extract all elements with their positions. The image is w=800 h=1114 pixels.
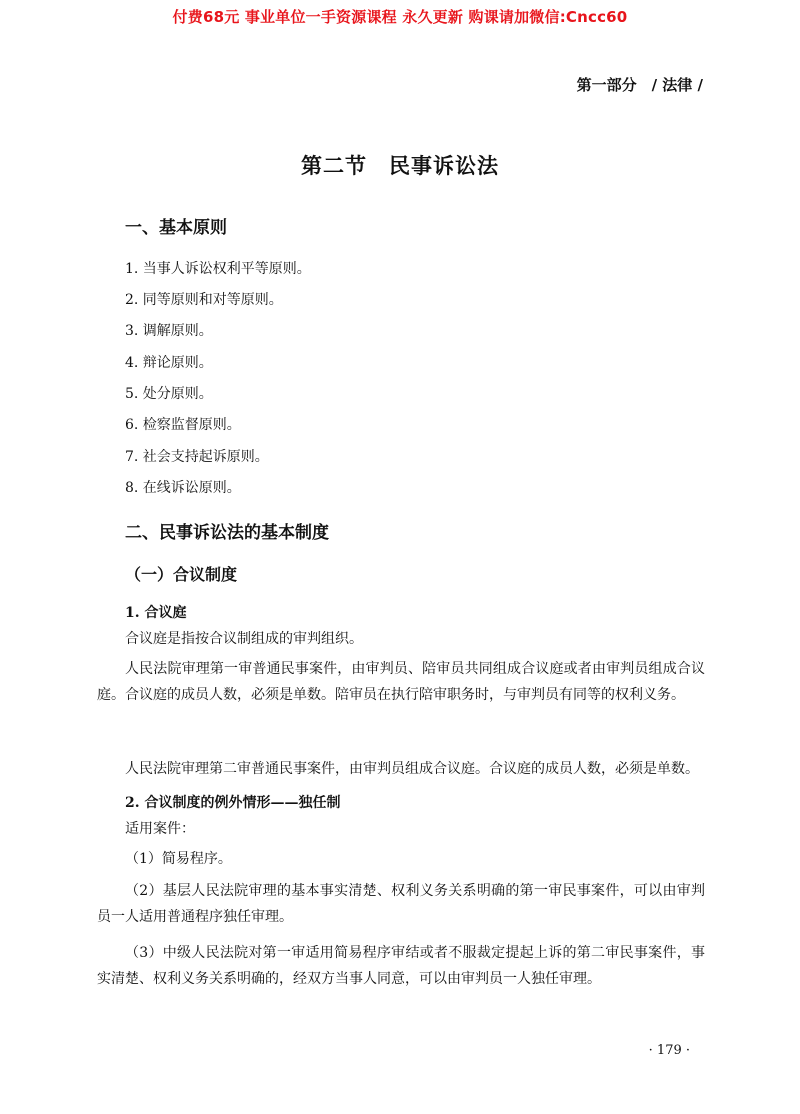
list-item: 8. 在线诉讼原则。: [125, 480, 241, 496]
list-item: 7. 社会支持起诉原则。: [125, 449, 269, 465]
paragraph: 人民法院审理第二审普通民事案件，由审判员组成合议庭。合议庭的成员人数，必须是单数。: [125, 761, 699, 777]
list-item: 4. 辩论原则。: [125, 355, 213, 371]
running-header: 第一部分 / 法律 /: [576, 76, 703, 94]
paragraph: 人民法院审理第一审普通民事案件，由审判员、陪审员共同组成合议庭或者由审判员组成合议庭。合议庭的成员人数，必须是单数。陪审员在执行陪审职务时，与审判员有同等的权利义务。: [97, 661, 705, 703]
heading-basic-systems: 二、民事诉讼法的基本制度: [125, 523, 329, 543]
section-title: 第二节 民事诉讼法: [301, 153, 499, 178]
heading-basic-principles: 一、基本原则: [125, 218, 227, 238]
list-item: 3. 调解原则。: [125, 323, 213, 339]
watermark-banner: 付费68元 事业单位一手资源课程 永久更新 购课请加微信:Cncc60: [172, 8, 628, 26]
heading-collegiate-system: （一）合议制度: [125, 565, 238, 584]
paragraph: 合议庭是指按合议制组成的审判组织。: [125, 631, 363, 647]
paragraph: （1）简易程序。: [125, 851, 232, 867]
paragraph: （3）中级人民法院对第一审适用简易程序审结或者不服裁定提起上诉的第二审民事案件，事实清楚、权利义务关系明确的，经双方当事人同意，可以由审判员一人独任审理。: [97, 945, 705, 987]
paragraph: （2）基层人民法院审理的基本事实清楚、权利义务关系明确的第一审民事案件，可以由审判员一人适用普通程序独任审理。: [97, 883, 705, 925]
heading-sole-judge: 2. 合议制度的例外情形——独任制: [125, 795, 341, 811]
paragraph: 适用案件：: [125, 821, 195, 837]
page-number: · 179 ·: [648, 1043, 690, 1058]
heading-collegiate-panel: 1. 合议庭: [125, 605, 187, 621]
list-item: 6. 检察监督原则。: [125, 417, 241, 433]
list-item: 5. 处分原则。: [125, 386, 213, 402]
list-item: 2. 同等原则和对等原则。: [125, 292, 283, 308]
list-item: 1. 当事人诉讼权利平等原则。: [125, 261, 311, 277]
